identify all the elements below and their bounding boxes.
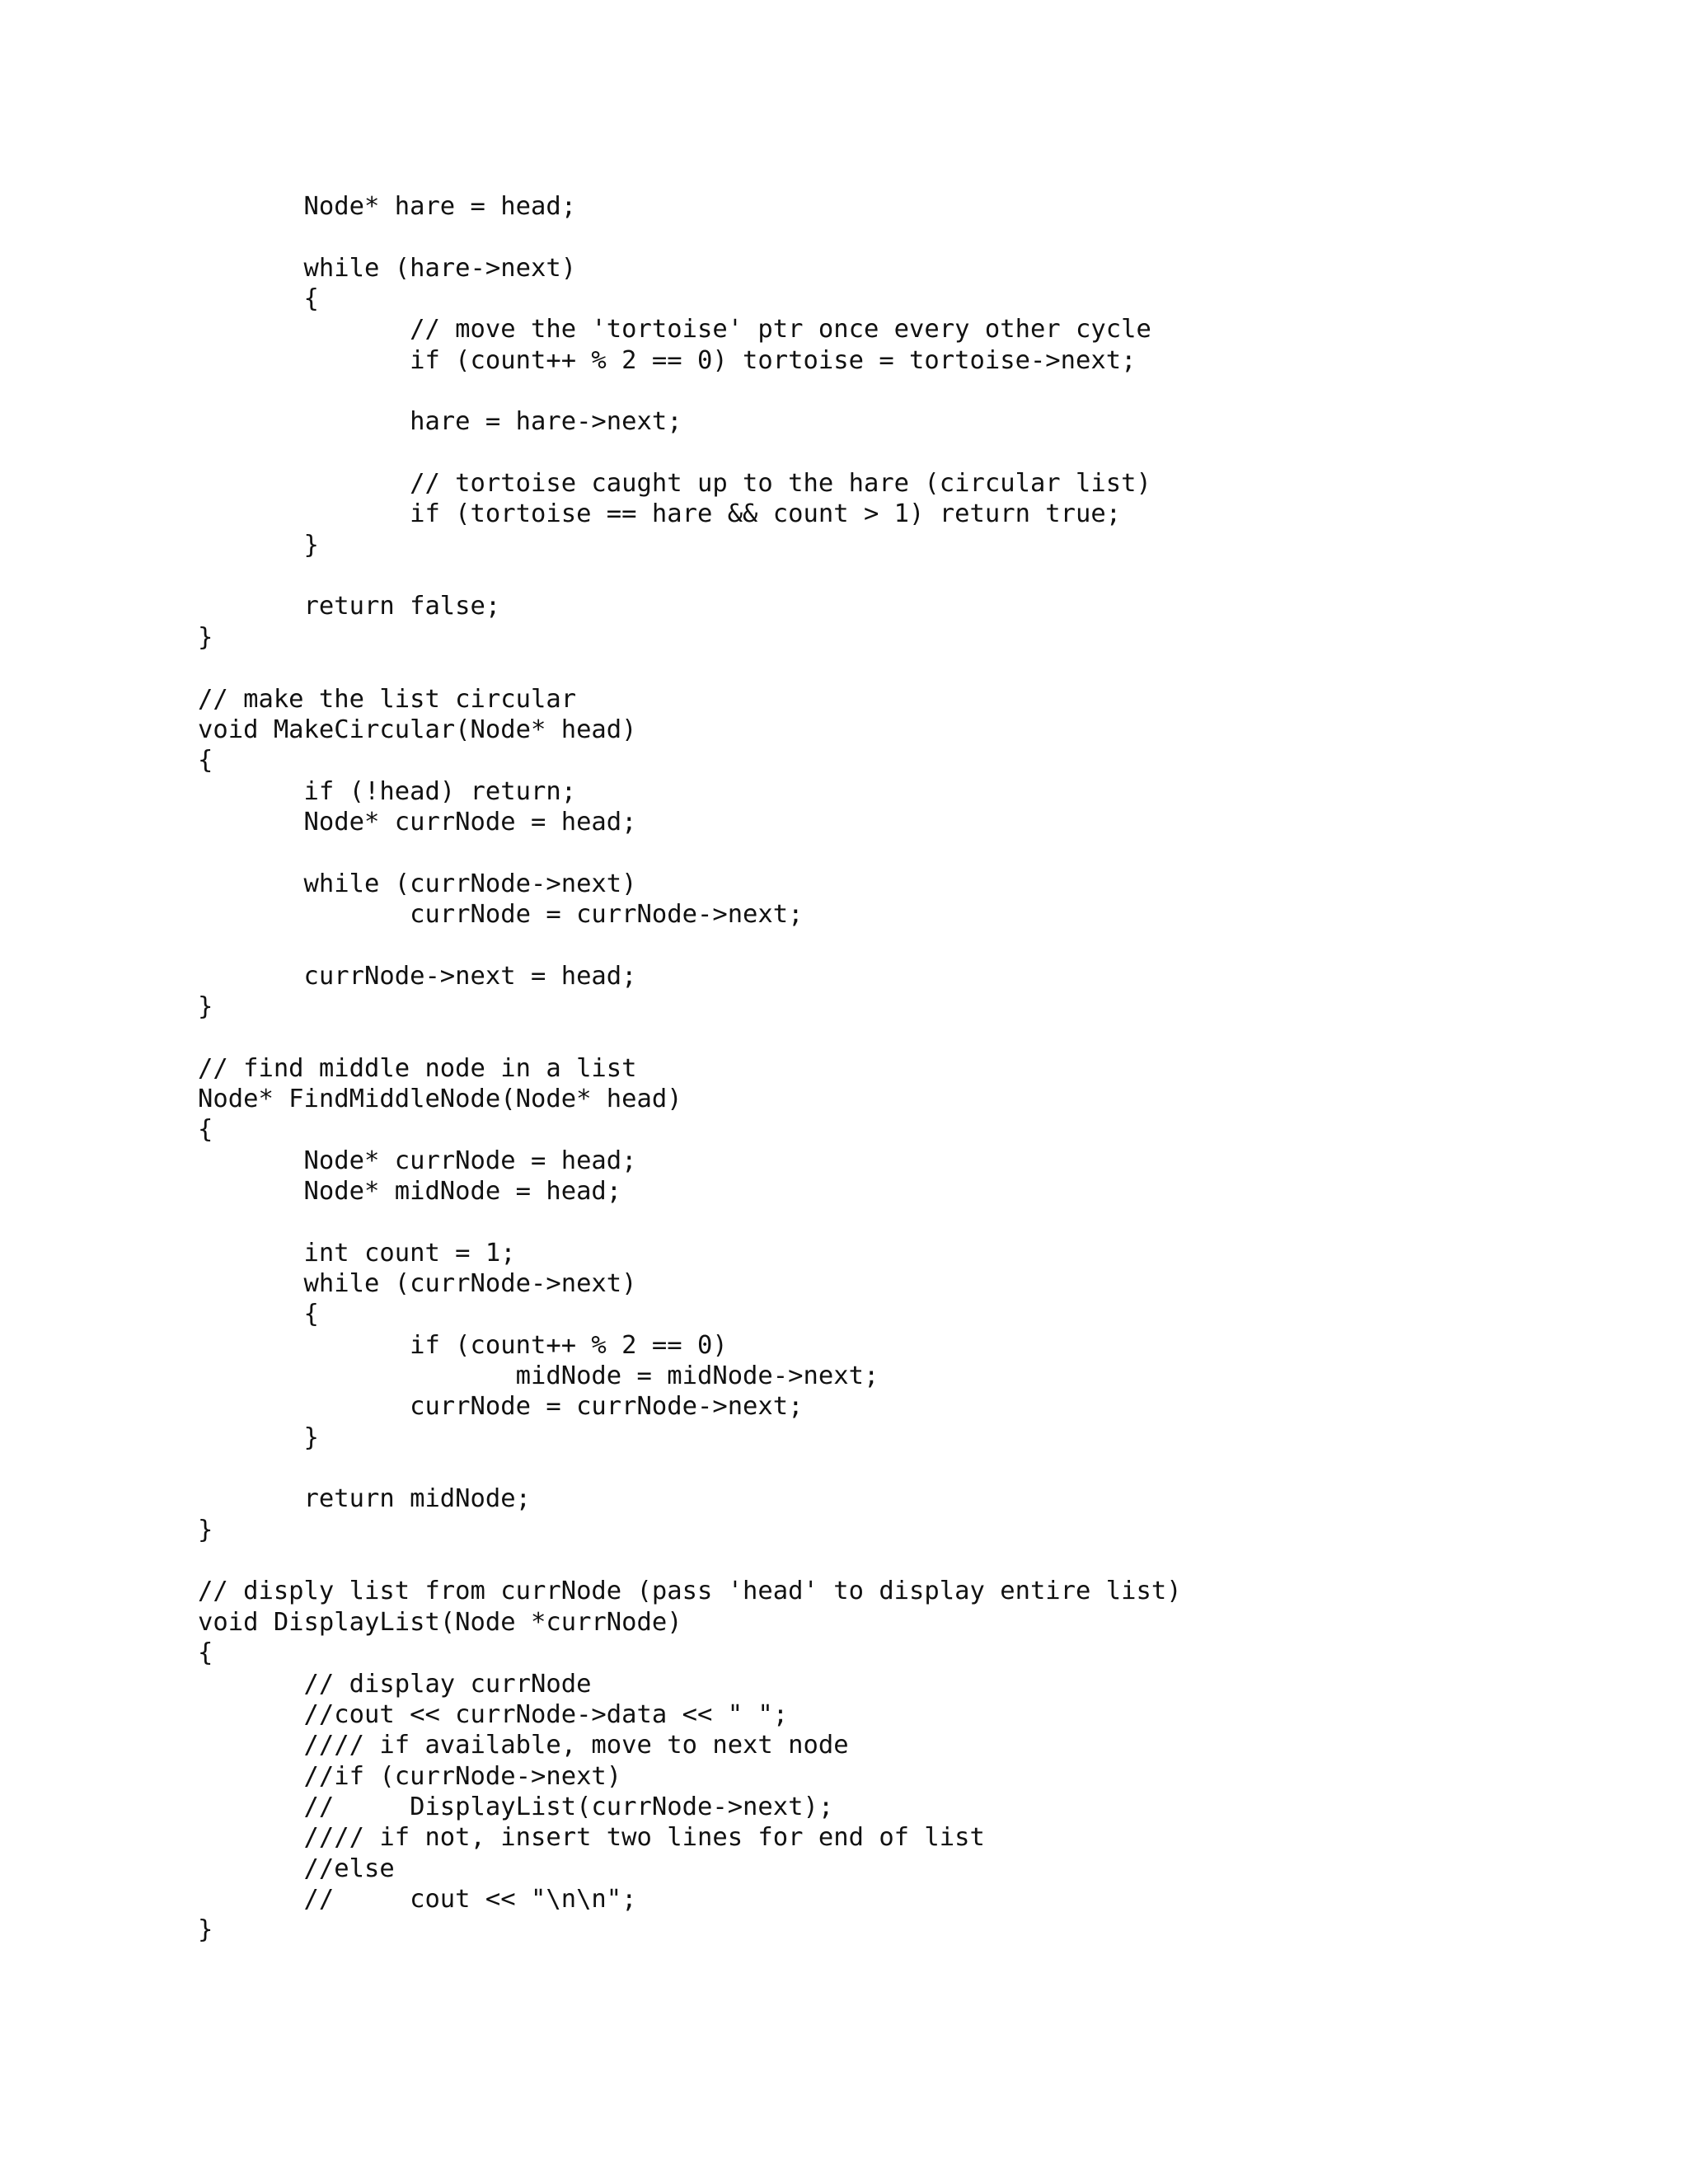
code-line: { [198, 746, 213, 776]
code-line: // make the list circular [198, 684, 577, 714]
code-line: Node* midNode = head; [198, 1177, 622, 1206]
code-line: // tortoise caught up to the hare (circular list) [198, 469, 1151, 499]
code-line: if (count++ % 2 == 0) tortoise = tortoise->next; [198, 345, 1137, 375]
code-line [198, 653, 1182, 683]
code-line: // display currNode [198, 1669, 592, 1699]
code-line: while (currNode->next) [198, 869, 637, 898]
code-line: //// if available, move to next node [198, 1731, 849, 1760]
code-line [198, 560, 1182, 591]
code-line: } [198, 530, 319, 560]
code-line: { [198, 1638, 213, 1668]
code-line: } [198, 622, 213, 652]
code-line: } [198, 1915, 213, 1945]
code-line: { [198, 1300, 319, 1329]
code-line: return midNode; [198, 1484, 531, 1514]
code-line: while (currNode->next) [198, 1269, 637, 1299]
code-line: } [198, 1515, 213, 1544]
code-line: midNode = midNode->next; [198, 1361, 879, 1391]
code-line: //cout << currNode->data << " "; [198, 1699, 789, 1729]
code-line: Node* currNode = head; [198, 1146, 637, 1175]
code-line [198, 1022, 1182, 1052]
code-line: int count = 1; [198, 1238, 516, 1268]
code-line: void MakeCircular(Node* head) [198, 715, 637, 744]
code-line: // disply list from currNode (pass 'head' to display entire list) [198, 1577, 1182, 1606]
code-line: // DisplayList(currNode->next); [198, 1792, 834, 1821]
code-line: //if (currNode->next) [198, 1761, 622, 1791]
code-line: //else [198, 1854, 395, 1883]
code-line [198, 222, 1182, 252]
code-line [198, 376, 1182, 406]
code-line: currNode = currNode->next; [198, 1392, 804, 1422]
code-line: Node* currNode = head; [198, 807, 637, 837]
code-line: currNode = currNode->next; [198, 899, 804, 929]
code-line: void DisplayList(Node *currNode) [198, 1607, 682, 1637]
code-line: { [198, 284, 319, 314]
code-line: hare = hare->next; [198, 407, 682, 437]
code-line: if (!head) return; [198, 776, 577, 806]
code-line: } [198, 991, 213, 1021]
code-line [198, 1545, 1182, 1576]
code-line: // move the 'tortoise' ptr once every other cycle [198, 315, 1151, 344]
code-line [198, 1453, 1182, 1483]
code-line: if (tortoise == hare && count > 1) return true; [198, 499, 1122, 529]
code-line [198, 438, 1182, 468]
code-line: if (count++ % 2 == 0) [198, 1330, 728, 1360]
code-line: currNode->next = head; [198, 961, 637, 991]
code-line: //// if not, insert two lines for end of list [198, 1823, 985, 1853]
code-line: } [198, 1422, 319, 1452]
code-line [198, 1207, 1182, 1237]
code-line: { [198, 1115, 213, 1145]
code-line: while (hare->next) [198, 253, 577, 283]
code-line: Node* hare = head; [198, 192, 577, 221]
code-line [198, 837, 1182, 868]
code-line: Node* FindMiddleNode(Node* head) [198, 1084, 682, 1113]
code-line [198, 930, 1182, 960]
code-line: // cout << "\n\n"; [198, 1884, 637, 1914]
code-listing [198, 191, 1182, 1946]
code-line: return false; [198, 592, 501, 621]
code-line: // find middle node in a list [198, 1053, 637, 1083]
